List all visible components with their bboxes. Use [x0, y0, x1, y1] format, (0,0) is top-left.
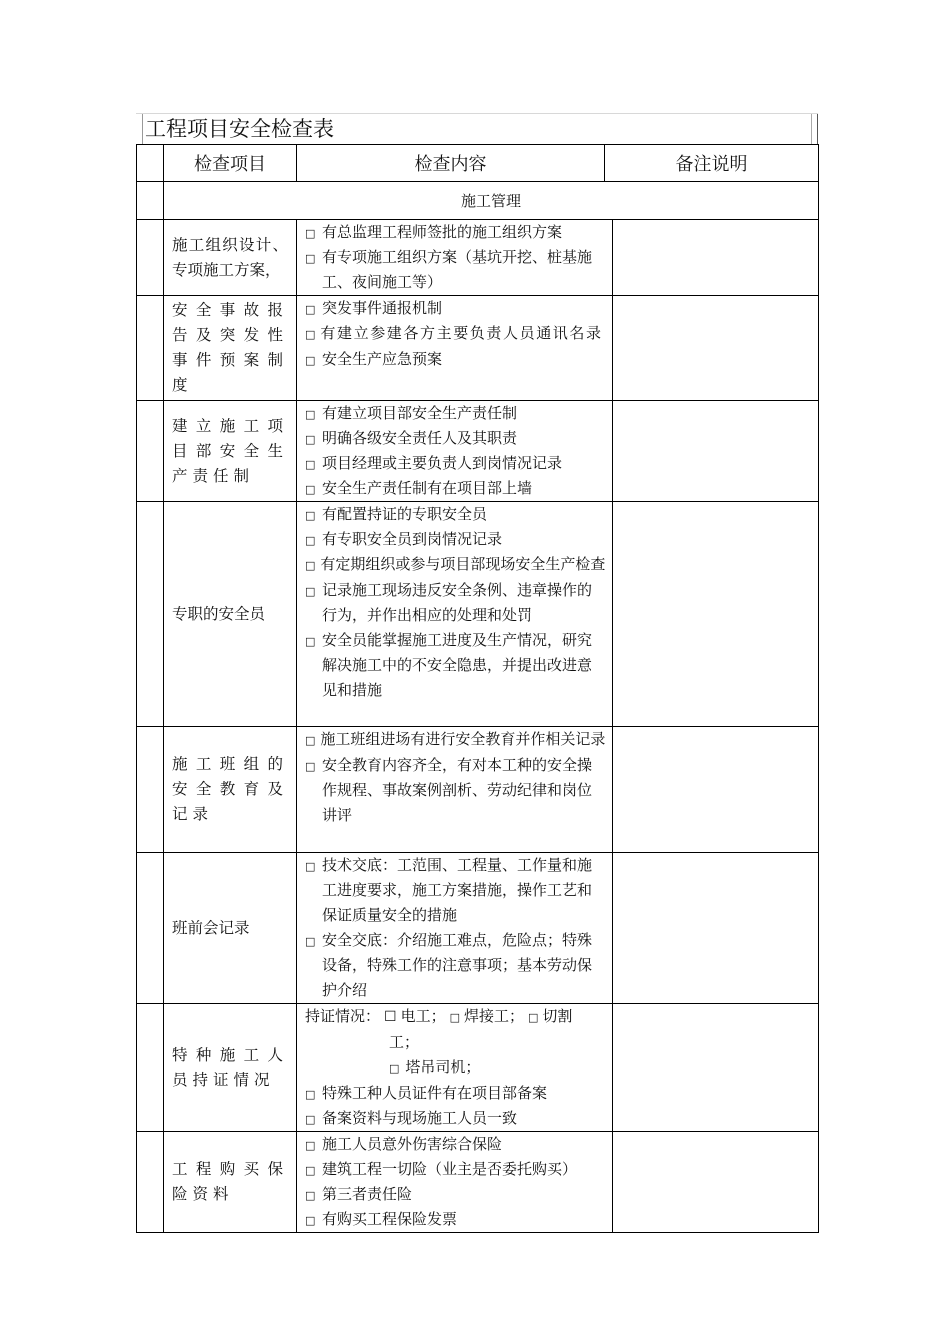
checkbox-icon[interactable]: □ [389, 1062, 400, 1075]
check-option[interactable]: □ 有购买工程保险发票 [305, 1207, 606, 1232]
table-row [137, 727, 819, 853]
check-option[interactable]: □ 有建立项目部安全生产责任制 [305, 401, 606, 426]
checkbox-icon: □ [305, 252, 316, 265]
check-item-label: 专职的安全员 [164, 502, 297, 727]
checkbox-icon: □ [305, 509, 316, 522]
remark-cell[interactable] [613, 1004, 819, 1132]
checkbox-icon: □ [305, 328, 316, 341]
check-content [297, 727, 613, 853]
checkbox-icon: □ [305, 635, 316, 648]
check-option[interactable]: □ 建筑工程一切险（业主是否委托购买） [305, 1157, 606, 1182]
check-content [297, 296, 613, 401]
check-content [297, 220, 613, 296]
title-bar [136, 113, 818, 144]
checkbox-icon: □ [305, 935, 316, 948]
crane-option: □ 塔吊司机； [389, 1058, 481, 1076]
check-option[interactable]: □ 突发事件通报机制 [305, 296, 606, 321]
check-option[interactable]: □ 项目经理或主要负责人到岗情况记录 [305, 451, 606, 476]
table-row [137, 853, 819, 1004]
table-row [137, 502, 819, 727]
checkbox-icon: □ [305, 1214, 316, 1227]
check-option[interactable]: □ 有配置持证的专职安全员 [305, 502, 606, 527]
title-bar-right-rule-outer [817, 114, 818, 144]
certificate-label: 持证情况： [305, 1007, 381, 1025]
checkbox-icon: □ [305, 303, 316, 316]
check-option[interactable]: □ 有总监理工程师签批的施工组织方案 [305, 220, 606, 245]
check-item-label: 施工组织设计、专项施工方案， [164, 220, 297, 296]
check-item-label: 安全事故报告及突发性事件预案制度 [164, 296, 297, 401]
check-option[interactable]: □ 明确各级安全责任人及其职责 [305, 426, 606, 451]
table-row [137, 1004, 819, 1132]
check-option[interactable]: □ 施工班组进场有进行安全教育并作相关记录 [305, 730, 606, 748]
check-option[interactable]: □ 施工人员意外伤害综合保险 [305, 1132, 606, 1157]
check-content [297, 853, 613, 1004]
certificate-status [305, 1004, 606, 1030]
row-number-cell [137, 853, 164, 1004]
row-number-cell [137, 401, 164, 502]
check-item-label: 工程购买保险资料 [164, 1132, 297, 1233]
remark-cell[interactable] [613, 1132, 819, 1233]
checkbox-icon: □ [305, 1139, 316, 1152]
check-option[interactable]: □ 安全生产责任制有在项目部上墙 [305, 476, 606, 501]
section-label: 施工管理 [164, 182, 819, 220]
remark-cell[interactable] [613, 220, 819, 296]
check-option[interactable]: □ 安全教育内容齐全，有对本工种的安全操作规程、事故案例剖析、劳动纪律和岗位讲评 [305, 756, 593, 824]
table-row [137, 220, 819, 296]
checkbox-icon: □ [305, 433, 316, 446]
table-row [137, 1132, 819, 1233]
check-option[interactable]: □ 第三者责任险 [305, 1182, 606, 1207]
check-item-label: 施工班组的安全教育及记录 [164, 727, 297, 853]
check-option[interactable]: □ 特殊工种人员证件有在项目部备案 [305, 1081, 606, 1106]
checkbox-icon: □ [305, 408, 316, 421]
checkbox-icon: □ [305, 559, 316, 572]
checkbox-icon: □ [305, 1113, 316, 1126]
check-option[interactable]: □ 记录施工现场违反安全条例、违章操作的行为，并作出相应的处理和处罚 [305, 581, 593, 624]
check-content [297, 1004, 613, 1132]
title-bar-left-rule [142, 114, 143, 144]
checkbox-icon[interactable]: □ [528, 1011, 539, 1024]
cutter-option: 切割 [542, 1007, 573, 1025]
header-item: 检查项目 [164, 145, 297, 182]
check-option[interactable]: □ 安全交底：介绍施工难点，危险点；特殊设备，特殊工作的注意事项；基本劳动保护介绍 [305, 931, 593, 999]
checkbox-icon[interactable]: □ [449, 1011, 460, 1024]
row-number-cell [137, 502, 164, 727]
checkbox-icon: □ [305, 458, 316, 471]
remark-cell[interactable] [613, 296, 819, 401]
checkbox-icon: □ [305, 585, 316, 598]
title-bar-right-rule [811, 114, 812, 144]
check-option[interactable]: □ 备案资料与现场施工人员一致 [305, 1106, 606, 1131]
cutter-option-continued: 工； [389, 1033, 420, 1051]
row-number-cell [137, 1132, 164, 1233]
remark-cell[interactable] [613, 502, 819, 727]
checkbox-icon: □ [305, 1164, 316, 1177]
check-item-label: 特种施工人员持证情况 [164, 1004, 297, 1132]
checkbox-icon: □ [305, 1088, 316, 1101]
header-content: 检查内容 [297, 145, 605, 182]
section-row [137, 182, 819, 220]
remark-cell[interactable] [613, 853, 819, 1004]
check-content [297, 1132, 613, 1233]
checkbox-icon: □ [305, 860, 316, 873]
checkbox-icon[interactable]: ☐ [384, 1009, 397, 1025]
check-option[interactable]: □ 安全员能掌握施工进度及生产情况，研究解决施工中的不安全隐患，并提出改进意见和措施 [305, 631, 593, 699]
header-number-cell [137, 145, 164, 182]
row-number-cell [137, 220, 164, 296]
checkbox-icon: □ [305, 734, 316, 747]
inspection-sheet [136, 113, 818, 1233]
check-option[interactable]: □ 有专职安全员到岗情况记录 [305, 527, 606, 552]
inspection-table [136, 144, 819, 1233]
check-item-label: 班前会记录 [164, 853, 297, 1004]
check-option[interactable]: □ 技术交底：工范围、工程量、工作量和施工进度要求，施工方案措施，操作工艺和保证质量安全的措施 [305, 856, 593, 924]
header-remark: 备注说明 [605, 145, 819, 182]
check-option[interactable]: □ 有建立参建各方主要负责人员通讯名录 [305, 324, 603, 342]
table-header-row [137, 145, 819, 182]
remark-cell[interactable] [613, 401, 819, 502]
page-title: 工程项目安全检查表 [145, 117, 334, 141]
checkbox-icon: □ [305, 227, 316, 240]
check-option[interactable]: □ 有专项施工组织方案（基坑开挖、桩基施工、夜间施工等） [305, 248, 593, 291]
check-option[interactable]: □ 安全生产应急预案 [305, 347, 606, 372]
checkbox-icon: □ [305, 760, 316, 773]
checkbox-icon: □ [305, 483, 316, 496]
welder-option: 焊接工； [464, 1007, 525, 1025]
section-number-cell [137, 182, 164, 220]
check-option[interactable]: □ 有定期组织或参与项目部现场安全生产检查 [305, 555, 606, 573]
checkbox-icon: □ [305, 1189, 316, 1202]
checkbox-icon: □ [305, 534, 316, 547]
check-item-label: 建立施工项目部安全生产责任制 [164, 401, 297, 502]
row-number-cell [137, 296, 164, 401]
electrician-option: 电工； [400, 1007, 446, 1025]
row-number-cell [137, 1004, 164, 1132]
check-content [297, 502, 613, 727]
row-number-cell [137, 727, 164, 853]
check-content [297, 401, 613, 502]
table-row [137, 401, 819, 502]
checkbox-icon: □ [305, 354, 316, 367]
table-row [137, 296, 819, 401]
remark-cell[interactable] [613, 727, 819, 853]
